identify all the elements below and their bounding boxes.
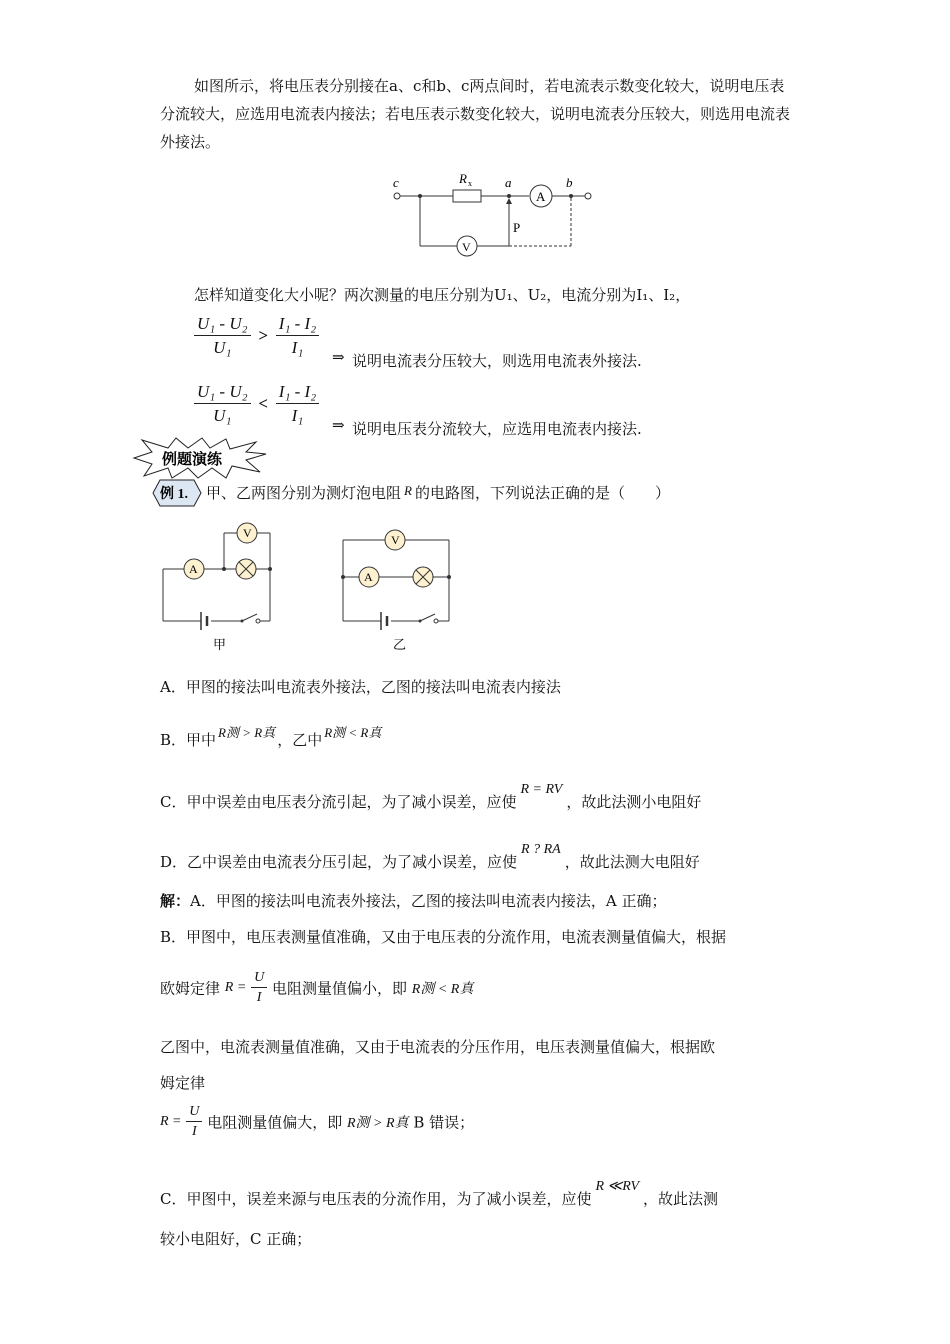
circuit-jia-label: 甲 [213, 637, 227, 652]
example-tag-label: 例 1. [160, 487, 188, 502]
ammeter-yi [359, 567, 379, 587]
formula-2-right-fraction: $\frac{\text{I₁ - I₂}}{\text{I₁}}$ [276, 382, 319, 426]
rx-label: R [459, 172, 467, 186]
circuit-yi [335, 515, 460, 655]
formula-2-conclusion: 说明电压表分流较大，应选用电流表内接法. [352, 420, 642, 438]
solution-b5: R = $\frac{U}{I}$ 电阻测量值偏大，即 R测 > R真 B 错误； [160, 1104, 475, 1139]
example-question: 甲、乙两图分别为测灯泡电阻 R 的电路图，下列说法正确的是（ ） [206, 483, 670, 502]
node-a-label: a [505, 175, 512, 190]
section-badge-starburst [130, 436, 270, 480]
solution-c2: 较小电阻好，C 正确； [160, 1230, 312, 1248]
formula-1-right-fraction: $\frac{\text{I₁ - I₂}}{\text{I₁}}$ [276, 314, 319, 358]
formula-1-operator: > [258, 326, 269, 345]
ammeter-label: A [536, 189, 546, 204]
section-badge-label: 例题演练 [162, 452, 223, 468]
example-tag-hexagon [152, 478, 202, 508]
intro-paragraph: 如图所示，将电压表分别接在a、c和b、c两点间时，若电流表示数变化较大，说明电压表分流较大，应选用电流表内接法；若电压表示数变化较大，说明电流表分压较大，则选用电流表外接法。 [160, 77, 791, 151]
formula-1-left-fraction: $\frac{\text{U₁ - U₂}}{\text{U₁}}$ [194, 314, 251, 358]
formula-2-arrow: ⇒ [332, 416, 345, 434]
comparison-circuit-diagram [385, 172, 605, 262]
rx-sub-label: x [468, 179, 472, 188]
formula-2-left-fraction: $\frac{\text{U₁ - U₂}}{\text{U₁}}$ [194, 382, 251, 426]
svg-text:V: V [243, 526, 252, 540]
solution-a: 解：A．甲图的接法叫电流表外接法，乙图的接法叫电流表内接法，A 正确； [160, 892, 667, 910]
formula-1 [194, 314, 319, 358]
option-a: A．甲图的接法叫电流表外接法，乙图的接法叫电流表内接法 [160, 678, 561, 696]
voltmeter-jia [237, 523, 257, 543]
lamp-jia-icon [236, 559, 256, 579]
node-b-label: b [566, 175, 573, 190]
option-c: C．甲中误差由电压表分流引起，为了减小误差，应使R = RV，故此法测小电阻好 [160, 782, 702, 811]
p-label: P [513, 220, 521, 235]
option-d: D．乙中误差由电流表分压引起，为了减小误差，应使R ? RA，故此法测大电阻好 [160, 842, 700, 871]
intro-question: 怎样知道变化大小呢？两次测量的电压分别为U₁、U₂，电流分别为I₁、I₂， [194, 286, 691, 304]
node-c-label: c [393, 175, 399, 190]
formula-1-conclusion: 说明电流表分压较大，则选用电流表外接法. [352, 352, 642, 370]
solution-b1: B．甲图中，电压表测量值准确，又由于电压表的分流作用，电流表测量值偏大，根据 [160, 928, 727, 946]
solution-c1: C．甲图中，误差来源与电压表的分流作用，为了减小误差，应使R ≪RV，故此法测 [160, 1179, 719, 1208]
formula-2-operator: < [258, 394, 269, 413]
svg-text:V: V [391, 533, 400, 547]
ammeter-jia [184, 559, 204, 579]
circuit-jia [155, 515, 280, 655]
lamp-yi-icon [413, 567, 433, 587]
formula-2 [194, 382, 319, 426]
svg-text:A: A [364, 570, 373, 584]
solution-b4: 姆定律 [160, 1074, 206, 1092]
formula-1-arrow: ⇒ [332, 348, 345, 366]
option-b: B．甲中 R测 > R真 ，乙中 R测 < R真 [160, 725, 382, 749]
solution-b3: 乙图中，电流表测量值准确，又由于电流表的分压作用，电压表测量值偏大，根据欧 [160, 1038, 716, 1056]
svg-text:A: A [189, 562, 198, 576]
voltmeter-yi [385, 530, 405, 550]
voltmeter-label: V [462, 240, 471, 254]
solution-b2: 欧姆定律 R = $\frac{U}{I}$ 电阻测量值偏小，即 R测 < R真 [160, 970, 474, 1005]
circuit-yi-label: 乙 [393, 637, 407, 652]
